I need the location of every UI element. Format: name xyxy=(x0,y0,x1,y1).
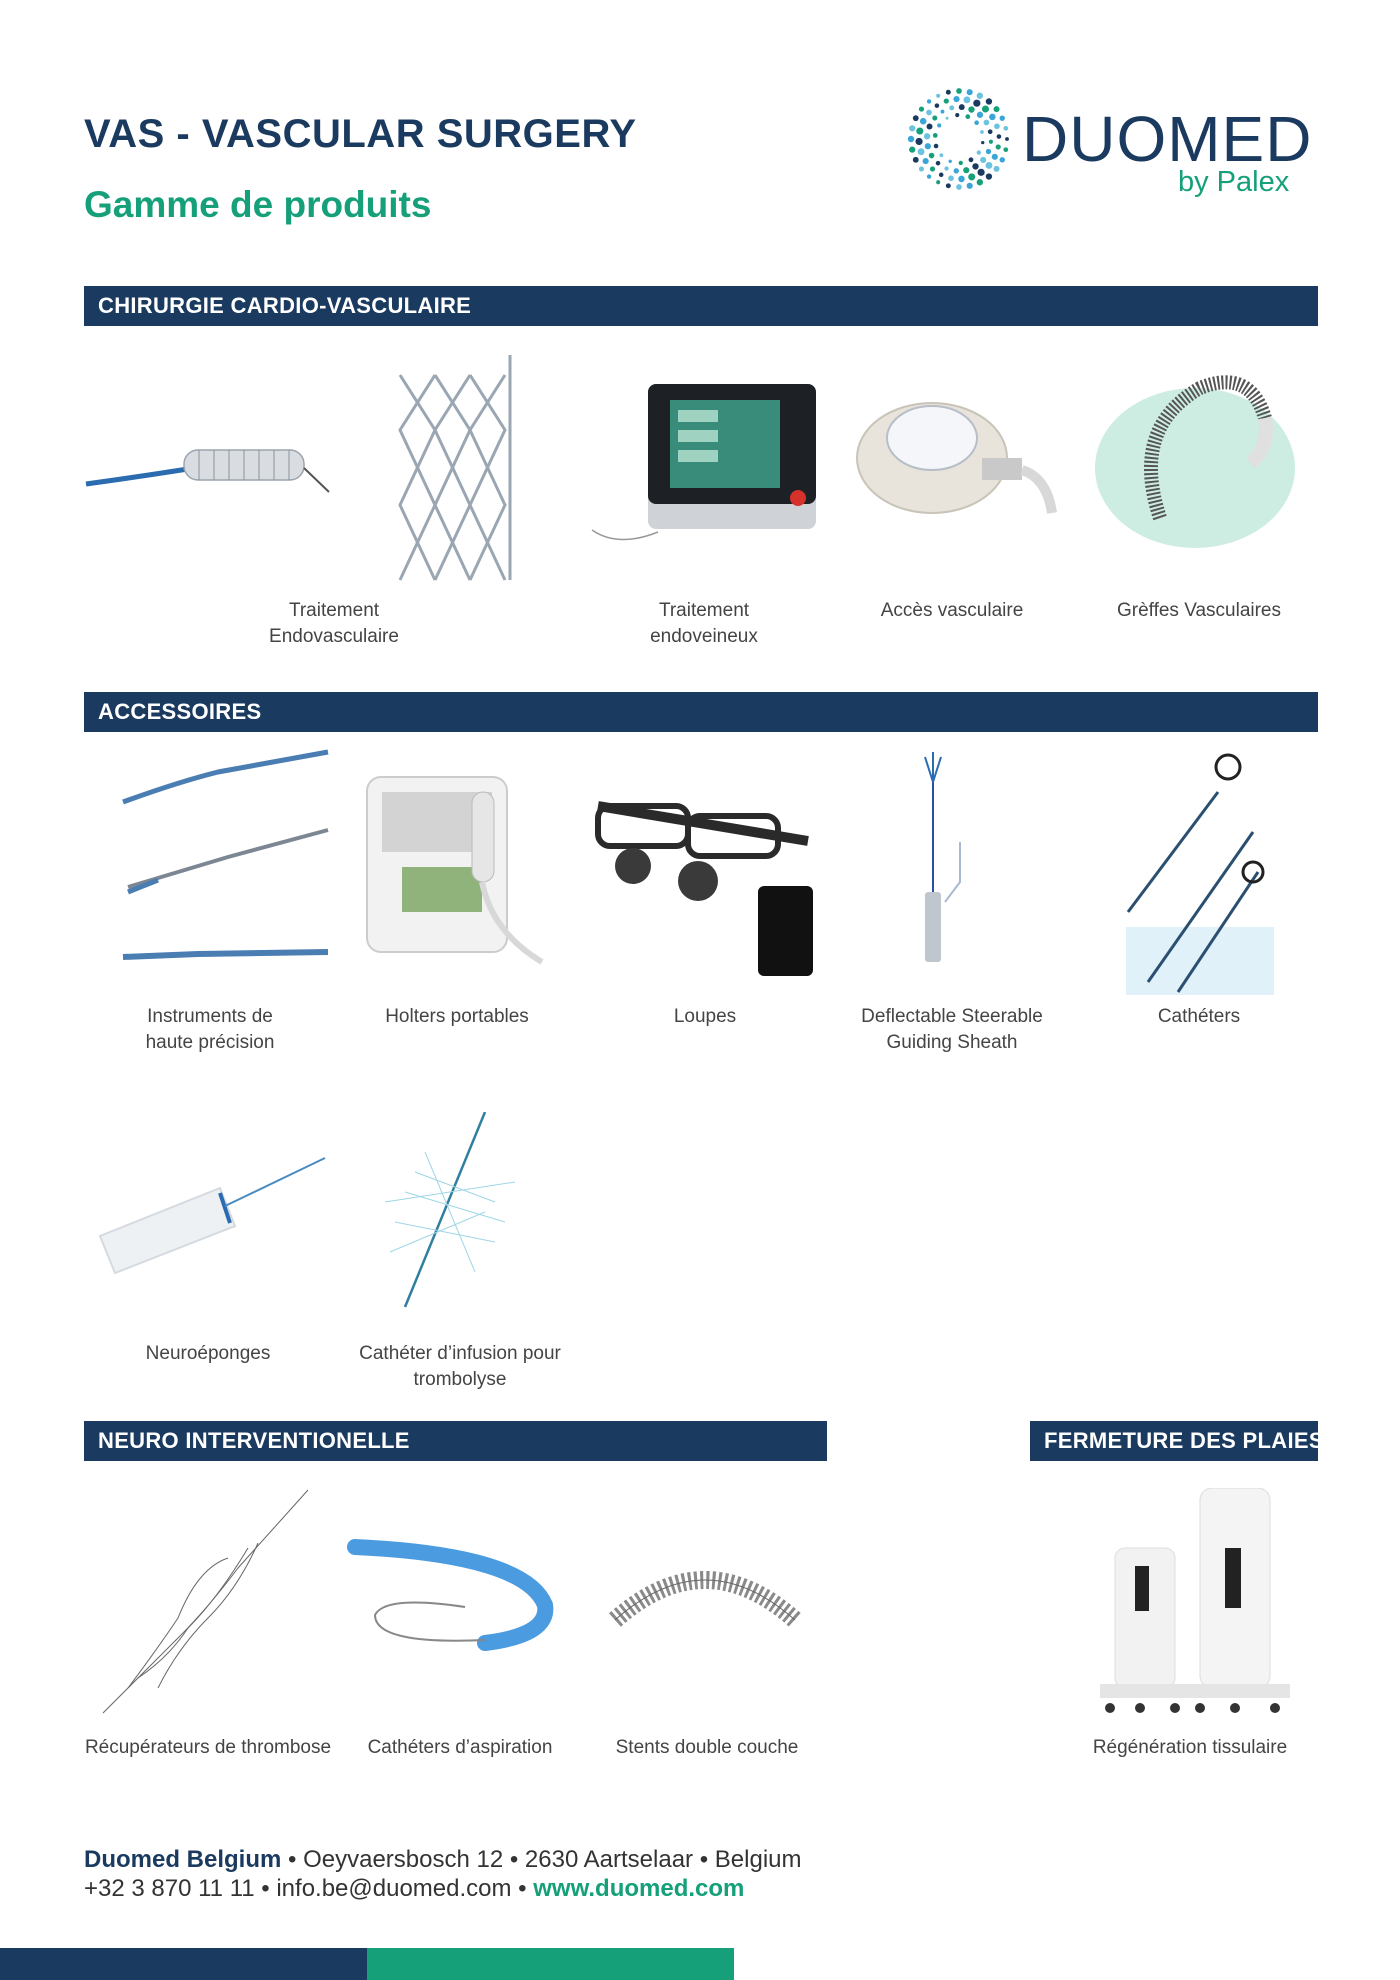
logo-dot xyxy=(926,110,932,116)
logo-dot xyxy=(956,184,962,190)
caption-line: Endovasculaire xyxy=(269,626,399,647)
logo-dot xyxy=(925,143,931,149)
page-title: VAS - VASCULAR SURGERY xyxy=(84,112,637,156)
logo-dot xyxy=(913,115,919,121)
logo-wordmark: DUOMED xyxy=(1022,103,1313,175)
logo-dot xyxy=(958,176,965,183)
stent-graft-image xyxy=(84,420,334,510)
logo-dot xyxy=(994,106,1000,112)
caption-neuroeponges xyxy=(88,1341,328,1367)
logo-dot xyxy=(974,120,979,125)
logo-dot xyxy=(977,112,983,118)
logo-dot xyxy=(977,179,983,185)
logo-dot xyxy=(923,158,929,164)
logo-dot xyxy=(996,144,1001,149)
logo-dot xyxy=(964,96,971,103)
aspiration-catheter-image xyxy=(345,1535,560,1660)
vascular-graft-image xyxy=(1090,368,1305,553)
logo-dot xyxy=(927,174,931,178)
logo-dot xyxy=(948,175,954,181)
logo-dot xyxy=(944,98,949,103)
tissue-regeneration-device-image xyxy=(1095,1488,1295,1718)
logo-dot xyxy=(986,98,992,104)
logo-dot xyxy=(939,173,944,178)
logo-dot xyxy=(1003,147,1008,152)
portable-holter-image xyxy=(362,772,562,972)
duomed-logo xyxy=(904,84,1324,204)
footer-company: Duomed Belgium xyxy=(84,1846,282,1873)
footer-contact-line xyxy=(84,1875,744,1903)
caption-line: Cathéter d’infusion pour xyxy=(359,1343,561,1364)
logo-dot xyxy=(918,148,925,155)
logo-dot xyxy=(972,163,978,169)
logo-dot xyxy=(933,133,938,138)
stent-mesh-image xyxy=(395,355,525,585)
section-bar-fermeture: FERMETURE DES PLAIES xyxy=(1030,1421,1318,1461)
logo-dot xyxy=(949,160,952,163)
logo-dot xyxy=(941,110,945,114)
logo-dot xyxy=(946,90,951,95)
thrombus-retriever-image xyxy=(98,1488,313,1718)
logo-dot xyxy=(959,104,965,110)
caption-line: trombolyse xyxy=(413,1369,507,1390)
logo-dot xyxy=(946,183,951,188)
caption-line: Deflectable Steerable xyxy=(861,1006,1043,1027)
logo-dot xyxy=(937,123,941,127)
logo-dot xyxy=(1000,157,1005,162)
footer-address-line xyxy=(84,1846,802,1874)
logo-dot xyxy=(936,161,941,166)
catheters-image xyxy=(1118,752,1278,1002)
page-subtitle: Gamme de produits xyxy=(84,184,432,225)
caption-thrombus-retrievers xyxy=(78,1735,338,1761)
logo-dot xyxy=(935,103,940,108)
logo-dot xyxy=(916,128,923,135)
duomed-dots-logo-icon xyxy=(904,84,1014,194)
caption-loupes xyxy=(585,1004,825,1030)
logo-dot xyxy=(944,166,948,170)
logo-dot xyxy=(909,147,915,153)
caption-line: Guiding Sheath xyxy=(886,1032,1018,1053)
caption-line: Accès vasculaire xyxy=(880,600,1024,621)
endovenous-laser-device-image xyxy=(588,380,823,550)
logo-dot xyxy=(994,166,1000,172)
infusion-catheter-image xyxy=(355,1112,555,1312)
logo-dot xyxy=(909,125,915,131)
logo-dot xyxy=(988,129,993,134)
logo-dot xyxy=(969,157,974,162)
logo-dot xyxy=(919,106,924,111)
footer-address: • Oeyvaersbosch 12 • 2630 Aartselaar • Belgium xyxy=(281,1846,802,1873)
caption-line: Récupérateurs de thrombose xyxy=(84,1737,332,1758)
logo-dot xyxy=(977,93,983,99)
logo-dot xyxy=(946,117,949,120)
caption-aspiration-catheters xyxy=(335,1735,585,1761)
logo-dot xyxy=(977,150,981,154)
logo-dot xyxy=(930,166,935,171)
footer-website-link[interactable]: www.duomed.com xyxy=(533,1875,745,1902)
logo-dot xyxy=(981,141,984,144)
caption-steerable-sheath xyxy=(832,1004,1072,1056)
caption-holters xyxy=(337,1004,577,1030)
logo-dot xyxy=(908,136,914,142)
caption-line: Instruments de xyxy=(147,1006,273,1027)
logo-dot xyxy=(934,144,939,149)
caption-line: Cathéters d’aspiration xyxy=(367,1737,553,1758)
caption-catheters xyxy=(1079,1004,1319,1030)
logo-dot xyxy=(915,138,922,145)
caption-line: Loupes xyxy=(673,1006,737,1027)
logo-dot xyxy=(980,130,984,134)
logo-dot xyxy=(986,149,991,154)
caption-endovasculaire xyxy=(214,598,454,650)
surgical-loupes-image xyxy=(588,786,823,991)
caption-line: Traitement xyxy=(288,600,380,621)
logo-dot xyxy=(940,153,944,157)
footer-strip-teal xyxy=(367,1948,734,1980)
logo-dot xyxy=(986,173,992,179)
logo-dot xyxy=(927,124,933,130)
caption-line: endoveineux xyxy=(650,626,758,647)
logo-dot xyxy=(967,89,973,95)
logo-dot xyxy=(920,118,927,125)
logo-dot xyxy=(919,166,924,171)
vascular-access-port-image xyxy=(852,388,1062,528)
logo-dot xyxy=(997,134,1002,139)
logo-by-palex: by Palex xyxy=(1178,166,1290,198)
logo-dot xyxy=(982,105,989,112)
section-bar-cardio: CHIRURGIE CARDIO-VASCULAIRE xyxy=(84,286,1318,326)
caption-line: Neuroéponges xyxy=(145,1343,271,1364)
logo-dot xyxy=(959,161,963,165)
logo-dot xyxy=(978,169,985,176)
section-bar-accessoires: ACCESSOIRES xyxy=(84,692,1318,732)
logo-dot xyxy=(963,167,969,173)
logo-dot xyxy=(968,173,975,180)
caption-line: haute précision xyxy=(145,1032,275,1053)
caption-line: Stents double couche xyxy=(615,1737,799,1758)
caption-line: Cathéters xyxy=(1157,1006,1241,1027)
caption-tissue-regeneration xyxy=(1065,1735,1315,1761)
logo-dot xyxy=(956,88,962,94)
neurosponges-image xyxy=(95,1148,335,1278)
caption-line: Traitement xyxy=(658,600,750,621)
logo-dot xyxy=(965,114,970,119)
footer-strip-navy xyxy=(0,1948,367,1980)
logo-dot xyxy=(1003,126,1008,131)
caption-double-layer-stents xyxy=(582,1735,832,1761)
caption-line: Grèffes Vasculaires xyxy=(1116,600,1282,621)
logo-dot xyxy=(929,153,935,159)
logo-dot xyxy=(927,99,931,103)
logo-dot xyxy=(955,113,959,117)
logo-dot xyxy=(924,133,930,139)
logo-dot xyxy=(980,157,986,163)
logo-dot xyxy=(936,94,940,98)
logo-dot xyxy=(994,123,1000,129)
precision-instruments-image xyxy=(118,742,333,972)
logo-dot xyxy=(1000,115,1005,120)
logo-dot xyxy=(949,105,954,110)
double-layer-stent-image xyxy=(605,1560,805,1635)
caption-endoveineux xyxy=(584,598,824,650)
logo-dot xyxy=(984,120,990,126)
logo-dot xyxy=(913,157,919,163)
logo-dot xyxy=(992,154,998,160)
logo-dot xyxy=(932,116,937,121)
logo-dot xyxy=(989,114,996,121)
steerable-sheath-image xyxy=(905,752,995,982)
logo-dot xyxy=(936,180,940,184)
logo-dot xyxy=(967,183,973,189)
section-bar-neuro: NEURO INTERVENTIONELLE xyxy=(84,1421,827,1461)
caption-line: Régénération tissulaire xyxy=(1092,1737,1288,1758)
caption-line: Holters portables xyxy=(385,1006,529,1027)
caption-instruments xyxy=(90,1004,330,1056)
logo-dot xyxy=(954,168,959,173)
caption-infusion-catheter xyxy=(335,1341,585,1393)
logo-dot xyxy=(986,162,993,169)
logo-dot xyxy=(973,100,980,107)
footer-phone-email: +32 3 870 11 11 • info.be@duomed.com • xyxy=(84,1875,534,1902)
logo-dot xyxy=(968,106,974,112)
logo-dot xyxy=(989,140,993,144)
caption-acces-vasculaire xyxy=(832,598,1072,624)
logo-dot xyxy=(1005,137,1009,141)
logo-dot xyxy=(953,96,959,102)
caption-greffes-vasculaires xyxy=(1079,598,1319,624)
